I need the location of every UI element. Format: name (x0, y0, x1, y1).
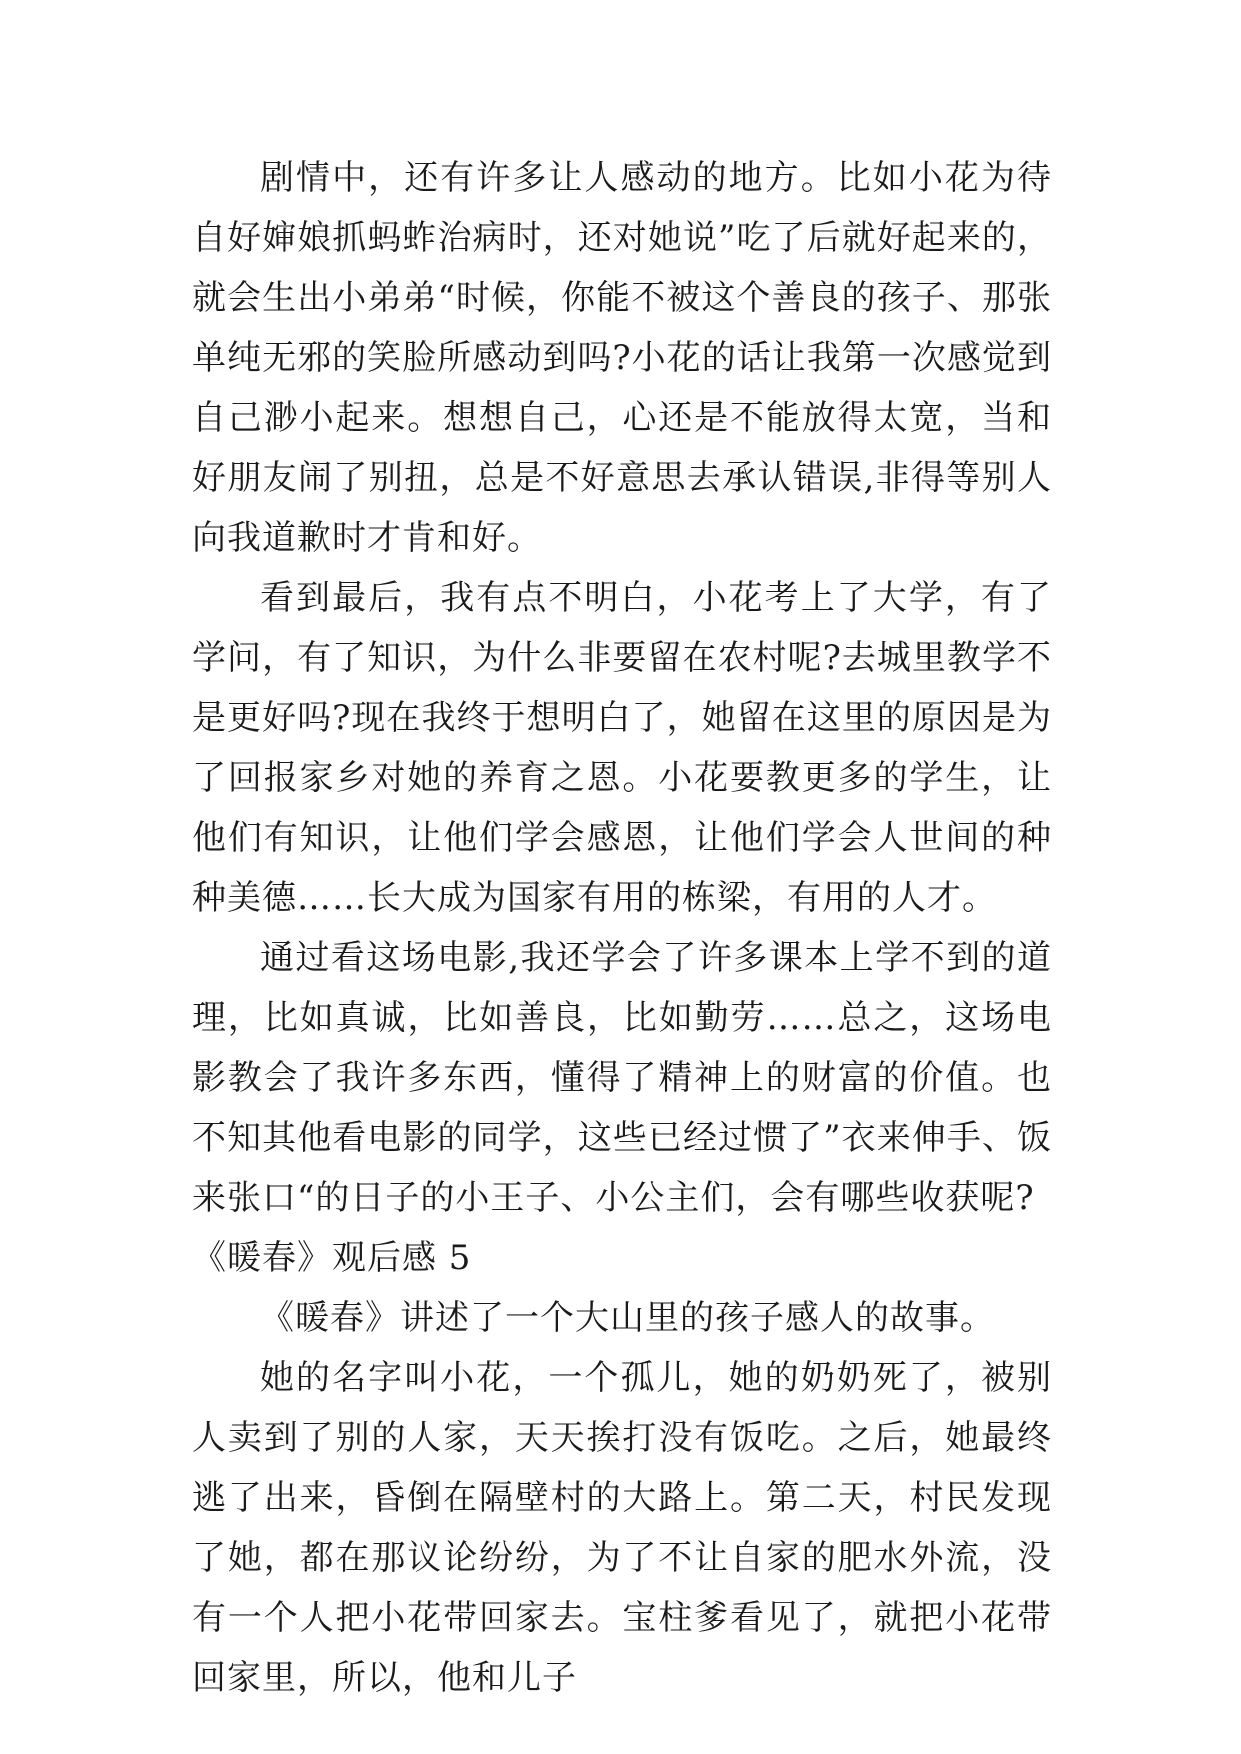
paragraph-xiaohua-story: 她的名字叫小花，一个孤儿，她的奶奶死了，被别人卖到了别的人家，天天挨打没有饭吃。之后，她最终逃了出来，昏倒在隔壁村的大路上。第二天，村民发现了她，都在那议论纷纷，为了不让自家的肥水外流，没有一个人把小花带回家去。宝柱爹看见了，就把小花带回家里，所以，他和儿子 (192, 1358, 1052, 1698)
paragraph-plot-touching-moments: 剧情中，还有许多让人感动的地方。比如小花为待自好婶娘抓蚂蚱治病时，还对她说”吃了后就好起来的，就会生出小弟弟“时候，你能不被这个善良的孩子、那张单纯无邪的笑脸所感动到吗?小花的话让我第一次感觉到自己渺小起来。想想自己，心还是不能放得太宽，当和好朋友闹了别扭，总是不好意思去承认错误,非得等别人向我道歉时才肯和好。 (192, 158, 1052, 558)
section-title: 《暖春》观后感 5 (192, 1238, 472, 1278)
paragraph-story-intro: 《暖春》讲述了一个大山里的孩子感人的故事。 (260, 1298, 995, 1338)
paragraph-staying-in-village: 看到最后，我有点不明白，小花考上了大学，有了学问，有了知识，为什么非要留在农村呢?去城里教学不是更好吗?现在我终于想明白了，她留在这里的原因是为了回报家乡对她的养育之恩。小花要教更多的学生，让他们有知识，让他们学会感恩，让他们学会人世间的种种美德……长大成为国家有用的栋梁，有用的人才。 (192, 578, 1052, 918)
paragraph-lessons-learned: 通过看这场电影,我还学会了许多课本上学不到的道理，比如真诚，比如善良，比如勤劳……总之，这场电影教会了我许多东西，懂得了精神上的财富的价值。也不知其他看电影的同学，这些已经过惯了”衣来伸手、饭来张口“的日子的小王子、小公主们，会有哪些收获呢? (192, 938, 1052, 1218)
document-body (192, 148, 1052, 1708)
